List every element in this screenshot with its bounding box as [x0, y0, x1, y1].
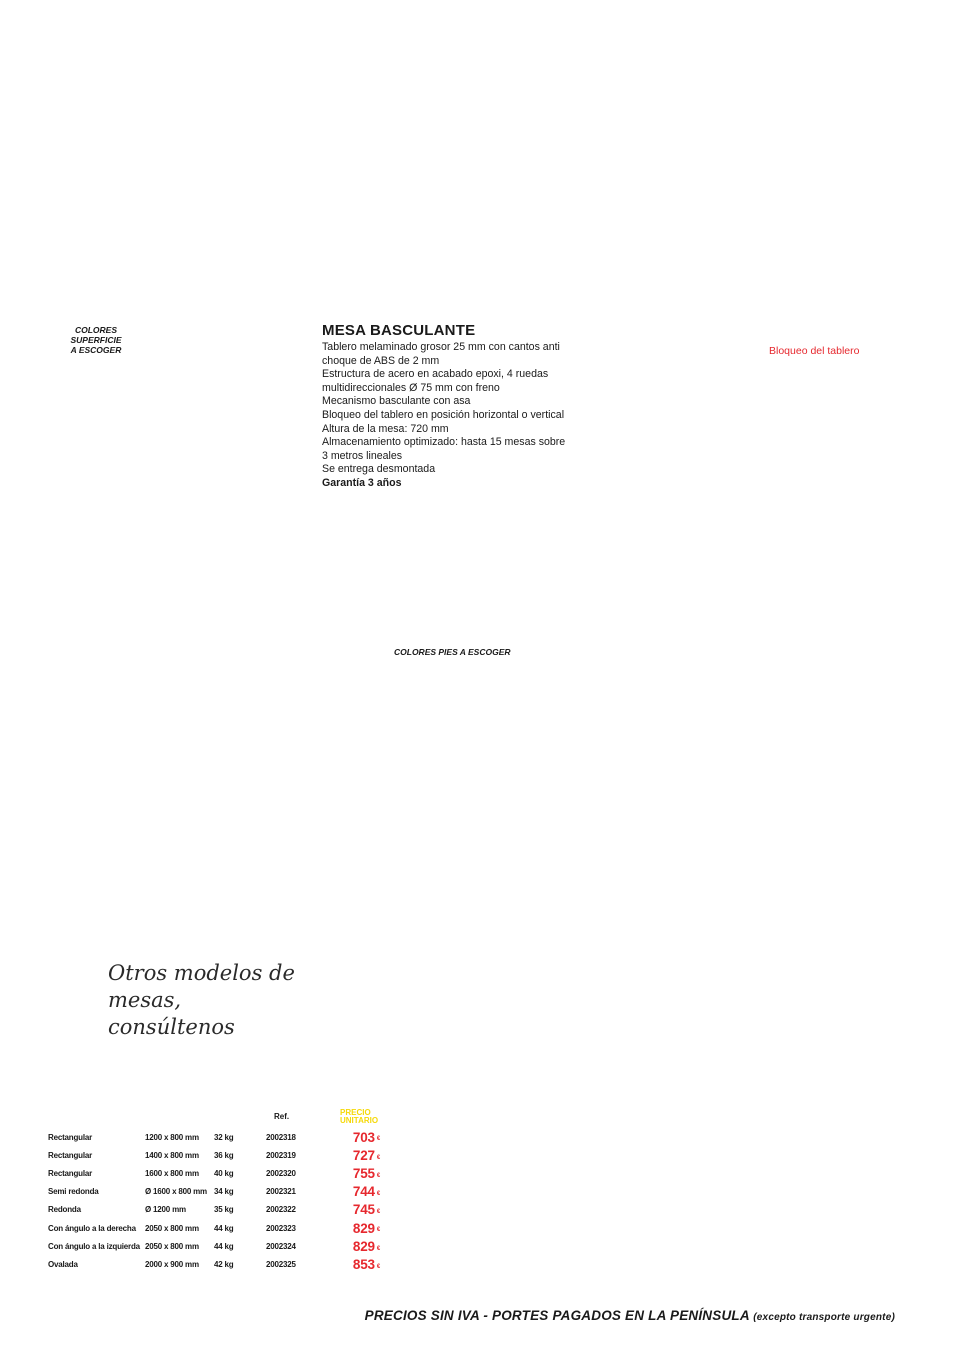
price-value: 727 — [352, 1147, 375, 1163]
cell-dimensions: 1600 x 800 mm — [145, 1168, 199, 1178]
feature-line: Mecanismo basculante con asa — [322, 395, 471, 408]
price-value: 703 — [352, 1129, 375, 1145]
cell-type: Rectangular — [48, 1132, 93, 1142]
feature-line: Estructura de acero en acabado epoxi, 4 ruedas — [322, 368, 549, 381]
currency-symbol: € — [376, 1172, 380, 1179]
cell-ref: 2002319 — [266, 1150, 296, 1160]
colors-surface-line: COLORES — [74, 325, 118, 335]
cell-weight: 44 kg — [214, 1223, 234, 1233]
cell-type: Redonda — [48, 1205, 81, 1215]
cell-price — [340, 1183, 380, 1201]
cell-ref: 2002322 — [266, 1205, 296, 1215]
cell-type: Semi redonda — [48, 1187, 99, 1197]
cell-weight: 36 kg — [214, 1150, 234, 1160]
price-value: 853 — [352, 1256, 375, 1272]
feature-line: Se entrega desmontada — [322, 463, 436, 476]
feature-line: Altura de la mesa: 720 mm — [322, 422, 449, 435]
currency-symbol: € — [376, 1154, 380, 1161]
cell-price — [340, 1219, 380, 1237]
cell-weight: 35 kg — [214, 1205, 234, 1215]
cell-weight: 40 kg — [214, 1168, 234, 1178]
currency-symbol: € — [376, 1191, 380, 1198]
cell-ref: 2002323 — [266, 1223, 296, 1233]
colors-surface-line: A ESCOGER — [70, 345, 122, 355]
feature-line: choque de ABS de 2 mm — [322, 354, 440, 367]
cell-dimensions: 1400 x 800 mm — [145, 1150, 199, 1160]
colors-surface-line: SUPERFICIE — [70, 335, 122, 345]
currency-symbol: € — [376, 1263, 380, 1270]
footer-main-text: PRECIOS SIN IVA - PORTES PAGADOS EN LA PENÍNSULA — [364, 1308, 750, 1323]
cell-dimensions: 2050 x 800 mm — [145, 1223, 199, 1233]
other-models-line: Otros modelos de — [108, 961, 295, 985]
cell-price — [340, 1255, 380, 1273]
price-value: 745 — [352, 1202, 375, 1218]
cell-type: Ovalada — [48, 1259, 78, 1269]
cell-ref: 2002325 — [266, 1259, 296, 1269]
header-dimensions — [145, 1106, 214, 1128]
table-row — [48, 1146, 380, 1164]
cell-ref: 2002318 — [266, 1132, 296, 1142]
cell-weight: 32 kg — [214, 1132, 234, 1142]
header-price-line: UNITARIO — [340, 1116, 379, 1125]
cell-price — [340, 1164, 380, 1182]
cell-dimensions: 2050 x 800 mm — [145, 1241, 199, 1251]
feature-line: Tablero melaminado grosor 25 mm con cantos anti — [322, 341, 560, 353]
cell-ref: 2002321 — [266, 1187, 296, 1197]
cell-weight: 42 kg — [214, 1259, 234, 1269]
cell-type: Rectangular — [48, 1168, 93, 1178]
cell-dimensions: 2000 x 900 mm — [145, 1259, 199, 1269]
cell-dimensions: Ø 1200 mm — [145, 1205, 186, 1215]
colors-surface-label — [52, 325, 140, 355]
cell-weight: 44 kg — [214, 1241, 234, 1251]
cell-type: Con ángulo a la izquierda — [48, 1241, 140, 1251]
header-weight — [214, 1106, 266, 1128]
table-row — [48, 1164, 380, 1182]
currency-symbol: € — [376, 1227, 380, 1234]
cell-dimensions: Ø 1600 x 800 mm — [145, 1187, 207, 1197]
table-row — [48, 1201, 380, 1219]
cell-type: Rectangular — [48, 1150, 93, 1160]
header-price-line: PRECIO — [340, 1107, 371, 1117]
currency-symbol: € — [376, 1209, 380, 1216]
cell-price — [340, 1237, 380, 1255]
header-ref: Ref. — [274, 1111, 290, 1121]
warranty-text: Garantía 3 años — [322, 476, 402, 489]
cell-dimensions: 1200 x 800 mm — [145, 1132, 199, 1142]
footer-small-text: (excepto transporte urgente) — [753, 1312, 895, 1323]
table-row — [48, 1128, 380, 1146]
product-title: MESA BASCULANTE — [322, 322, 476, 339]
cell-price — [340, 1128, 380, 1146]
cell-ref: 2002324 — [266, 1241, 296, 1251]
other-models-note — [108, 960, 298, 1041]
currency-symbol: € — [376, 1136, 380, 1143]
lock-caption: Bloqueo del tablero — [769, 345, 860, 357]
feature-line: Almacenamiento optimizado: hasta 15 mesas sobre — [322, 436, 566, 449]
table-header-row — [48, 1106, 380, 1128]
feature-line: multidireccionales Ø 75 mm con freno — [322, 381, 500, 394]
cell-price — [340, 1146, 380, 1164]
cell-weight: 34 kg — [214, 1187, 234, 1197]
table-row — [48, 1183, 380, 1201]
cell-type: Con ángulo a la derecha — [48, 1223, 136, 1233]
feature-line: 3 metros lineales — [322, 449, 403, 462]
price-value: 744 — [352, 1184, 375, 1200]
table-row — [48, 1255, 380, 1273]
table-row — [48, 1219, 380, 1237]
header-type — [48, 1106, 145, 1128]
cell-price — [340, 1201, 380, 1219]
price-value: 829 — [352, 1238, 375, 1254]
table-row — [48, 1237, 380, 1255]
price-table — [48, 1106, 380, 1274]
footer-note — [365, 1308, 895, 1323]
colors-feet-label: COLORES PIES A ESCOGER — [394, 647, 511, 657]
feature-line: Bloqueo del tablero en posición horizontal o vertical — [322, 408, 565, 421]
other-models-line: mesas, consúltenos — [108, 988, 235, 1039]
header-price — [340, 1106, 380, 1128]
product-description — [322, 322, 602, 491]
feature-list — [322, 341, 602, 477]
cell-ref: 2002320 — [266, 1168, 296, 1178]
price-value: 755 — [352, 1165, 375, 1181]
price-value: 829 — [352, 1220, 375, 1236]
currency-symbol: € — [376, 1245, 380, 1252]
